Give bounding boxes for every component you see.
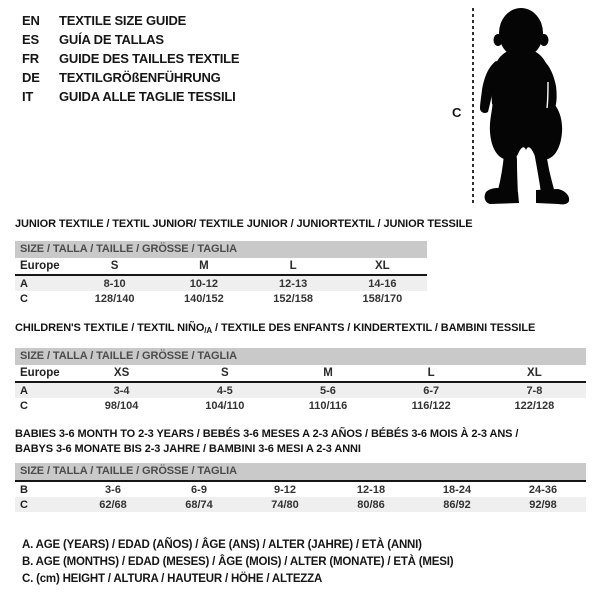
childrens-textile-table	[15, 322, 586, 413]
cell: L	[289, 260, 297, 272]
row-label: Europe	[20, 367, 60, 379]
table-title: JUNIOR TEXTILE / TEXTIL JUNIOR/ TEXTILE JUNIOR / JUNIORTEXTIL / JUNIOR TESSILE	[15, 218, 473, 230]
lang-code: FR	[22, 51, 39, 66]
baby-torso	[492, 48, 551, 104]
table-row	[15, 383, 586, 398]
cell: S	[220, 367, 229, 379]
cell: 4-5	[216, 384, 233, 397]
size-header-bar: SIZE / TALLA / TAILLE / GRÖSSE / TAGLIA	[15, 241, 427, 258]
cell: 116/122	[411, 399, 451, 412]
cell: XL	[527, 367, 542, 379]
note-b: B. AGE (MONTHS) / EDAD (MESES) / ÂGE (MOIS) / ALTER (MONATE) / ETÀ (MESI)	[22, 556, 454, 568]
lang-label: GUIDA ALLE TAGLIE TESSILI	[59, 89, 236, 104]
cell: 140/152	[183, 292, 224, 305]
row-label: C	[20, 399, 28, 412]
title-subscript: /A	[204, 326, 213, 335]
cell: 6-9	[191, 483, 207, 496]
baby-shorts	[490, 100, 562, 160]
cell: 6-7	[423, 384, 440, 397]
table-row	[15, 276, 427, 291]
cell: 7-8	[526, 384, 543, 397]
cell: 86/92	[443, 498, 471, 511]
babies-textile-table	[15, 427, 586, 512]
height-measure-label: C	[452, 105, 462, 120]
cell: 14-16	[368, 277, 397, 290]
table-title	[15, 322, 586, 335]
cell: M	[199, 260, 209, 272]
cell: 152/158	[273, 292, 313, 305]
row-label: A	[20, 277, 28, 290]
cell: 158/170	[362, 292, 403, 305]
cell: 122/128	[514, 399, 555, 412]
cell: 80/86	[357, 498, 385, 511]
note-c: C. (cm) HEIGHT / ALTURA / HAUTEUR / HÖHE / ALTEZZA	[22, 573, 323, 585]
cell: 98/104	[104, 399, 139, 412]
baby-silhouette-image	[478, 4, 576, 206]
row-label: B	[20, 483, 28, 496]
title-line-1: BABIES 3-6 MONTH TO 2-3 YEARS / BEBÉS 3-6 MESES A 2-3 AÑOS / BÉBÉS 3-6 MOIS À 2-3 ANS /	[15, 428, 519, 440]
cell: 110/116	[308, 399, 348, 412]
table-row	[15, 291, 427, 306]
title-line-2: BABYS 3-6 MONATE BIS 2-3 JAHRE / BAMBINI 3-6 MESI A 2-3 ANNI	[15, 443, 361, 455]
baby-ear-right	[540, 34, 549, 46]
title-text: / TEXTILE DES ENFANTS / KINDERTEXTIL / BAMBINI TESSILE	[212, 322, 536, 334]
table-row	[15, 482, 586, 497]
lang-code: ES	[22, 32, 39, 47]
row-label: C	[20, 498, 28, 511]
cell: 128/140	[94, 292, 135, 305]
cell: 10-12	[189, 277, 218, 290]
cell: L	[427, 367, 435, 379]
baby-ear-left	[494, 34, 503, 46]
lang-row-it	[22, 87, 239, 106]
cell: XL	[375, 260, 390, 272]
cell: 12-18	[356, 483, 386, 496]
table-title	[15, 427, 586, 457]
row-label: A	[20, 384, 28, 397]
row-label: Europe	[20, 260, 60, 272]
footnotes	[22, 537, 453, 588]
height-measure-dashed-line	[472, 8, 474, 206]
cell: 12-13	[279, 277, 308, 290]
cell: S	[110, 260, 119, 272]
cell: 3-4	[113, 384, 130, 397]
row-label: C	[20, 292, 28, 305]
lang-code: IT	[22, 89, 34, 104]
title-text: CHILDREN'S TEXTILE / TEXTIL NIÑO	[15, 322, 205, 334]
cell: 24-36	[528, 483, 558, 496]
lang-row-fr	[22, 49, 239, 68]
size-header-bar: SIZE / TALLA / TAILLE / GRÖSSE / TAGLIA	[15, 348, 586, 365]
cell: 3-6	[105, 483, 121, 496]
junior-textile-table	[15, 218, 473, 306]
lang-label: GUÍA DE TALLAS	[59, 32, 164, 47]
baby-foot-right	[536, 189, 569, 204]
cell: 68/74	[185, 498, 213, 511]
cell: 8-10	[103, 277, 126, 290]
cell: XS	[113, 367, 130, 379]
cell: 62/68	[99, 498, 127, 511]
cell: 5-6	[320, 384, 336, 397]
cell: 104/110	[205, 399, 245, 412]
lang-code: DE	[22, 70, 40, 85]
cell: 9-12	[273, 483, 297, 496]
lang-label: TEXTILE SIZE GUIDE	[59, 13, 187, 28]
table-row	[15, 258, 427, 274]
lang-code: EN	[22, 13, 40, 28]
lang-label: GUIDE DES TAILLES TEXTILE	[59, 51, 240, 66]
table-row	[15, 497, 586, 512]
table-row	[15, 398, 586, 413]
lang-row-de	[22, 68, 239, 87]
language-header	[22, 11, 239, 106]
cell: 18-24	[442, 483, 472, 496]
cell: 92/98	[529, 498, 557, 511]
size-header-bar: SIZE / TALLA / TAILLE / GRÖSSE / TAGLIA	[15, 463, 586, 480]
cell: 74/80	[271, 498, 299, 511]
cell: M	[323, 367, 333, 379]
table-row	[15, 365, 586, 381]
lang-row-es	[22, 30, 239, 49]
lang-label: TEXTILGRÖßENFÜHRUNG	[59, 70, 221, 85]
note-a: A. AGE (YEARS) / EDAD (AÑOS) / ÂGE (ANS) / ALTER (JAHRE) / ETÀ (ANNI)	[22, 539, 422, 551]
lang-row-en	[22, 11, 239, 30]
